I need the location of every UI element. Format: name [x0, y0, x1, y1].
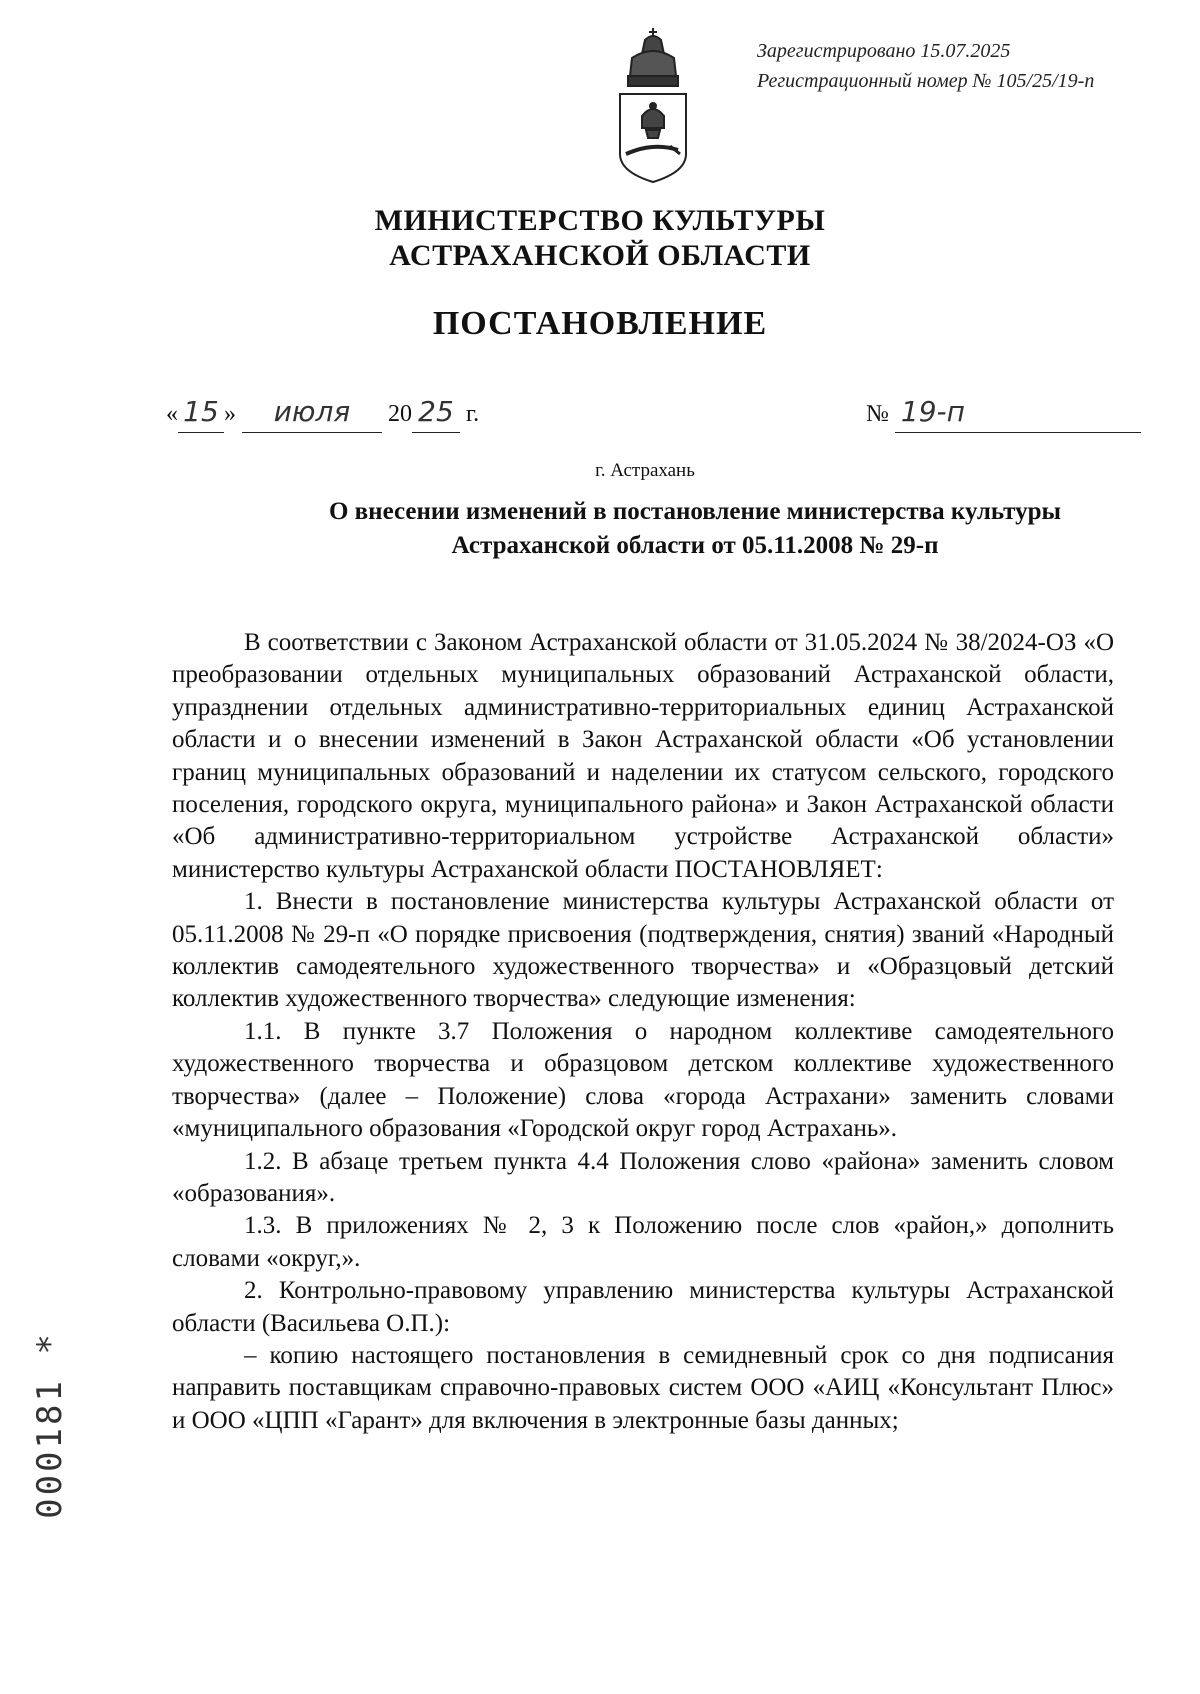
paragraph-item-1-2: 1.2. В абзаце третьем пункта 4.4 Положения слово «района» заменить словом «образования».: [172, 1147, 1114, 1207]
date-close-quote: »: [224, 401, 236, 427]
serial-stamp: [20, 1325, 80, 1525]
number-value: 19-п: [895, 392, 1141, 433]
date-open-quote: «: [166, 401, 178, 427]
date-year-prefix: 20: [388, 401, 412, 427]
registration-note: [757, 36, 1094, 96]
paragraph-item-1-1: 1.1. В пункте 3.7 Положения о народном коллективе самодеятельного художественного творчества и образцовом детском коллективе художественного творчества» (далее – Положение) слова «города Астрахани» заменить словами «муниципального образования «Городской округ город Астрахань».: [172, 1017, 1114, 1143]
date-year-suffix: 25: [412, 392, 460, 433]
ministry-line-2: АСТРАХАНСКОЙ ОБЛАСТИ: [389, 239, 811, 272]
document-body: [172, 627, 1114, 1437]
subject-line-2: Астраханской области от 05.11.2008 № 29-п: [451, 532, 939, 559]
registration-date: Зарегистрировано 15.07.2025: [757, 40, 1011, 62]
paragraph-preamble: В соответствии с Законом Астраханской области от 31.05.2024 № 38/2024-ОЗ «О преобразовании отдельных муниципальных образований Астраханской области, упразднении отдельных административно-территориальных единиц Астраханской области и о внесении изменений в Закон Астраханской области «Об установлении границ муниципальных образований и наделении их статусом сельского, городского поселения, городского округа, муниципального района» и Закон Астраханской области «Об административно-территориальном устройстве Астраханской области» министерство культуры Астраханской области ПОСТАНОВЛЯЕТ:: [172, 629, 1114, 883]
document-number: [866, 392, 1141, 434]
paragraph-item-2-dash: – копию настоящего постановления в семидневный срок со дня подписания направить поставщикам справочно-правовых систем ООО «АИЦ «Консультант Плюс» и ООО «ЦПП «Гарант» для включения в электронные базы данных;: [172, 1341, 1114, 1434]
ministry-name: [0, 203, 1200, 273]
paragraph-item-1: 1. Внести в постановление министерства культуры Астраханской области от 05.11.2008 № 29-п «О порядке присвоения (подтверждения, снятия) званий «Народный коллектив самодеятельного художественного творчества» и «Образцовый детский коллектив художественного творчества» следующие изменения:: [172, 888, 1114, 1013]
number-label: №: [866, 401, 889, 427]
date-day: 15: [178, 392, 224, 433]
serial-stamp-text: 000181 *: [30, 1331, 70, 1519]
date-year-unit: г.: [466, 401, 480, 427]
astrakhan-coat-of-arms-icon: [612, 24, 694, 184]
date-month: июля: [242, 392, 382, 433]
document-type-title: ПОСТАНОВЛЕНИЕ: [432, 305, 768, 342]
document-date: [166, 392, 479, 434]
ministry-line-1: МИНИСТЕРСТВО КУЛЬТУРЫ: [374, 204, 826, 237]
subject-line-1: О внесении изменений в постановление министерства культуры: [328, 498, 1062, 525]
paragraph-item-2: 2. Контрольно-правовому управлению министерства культуры Астраханской области (Васильева О.П.):: [172, 1277, 1114, 1337]
paragraph-item-1-3: 1.3. В приложениях № 2, 3 к Положению после слов «район,» дополнить словами «округ,».: [172, 1212, 1114, 1272]
city-name: г. Астрахань: [595, 460, 695, 481]
registration-number: Регистрационный номер № 105/25/19-п: [757, 70, 1095, 92]
document-subject: [200, 495, 1190, 563]
